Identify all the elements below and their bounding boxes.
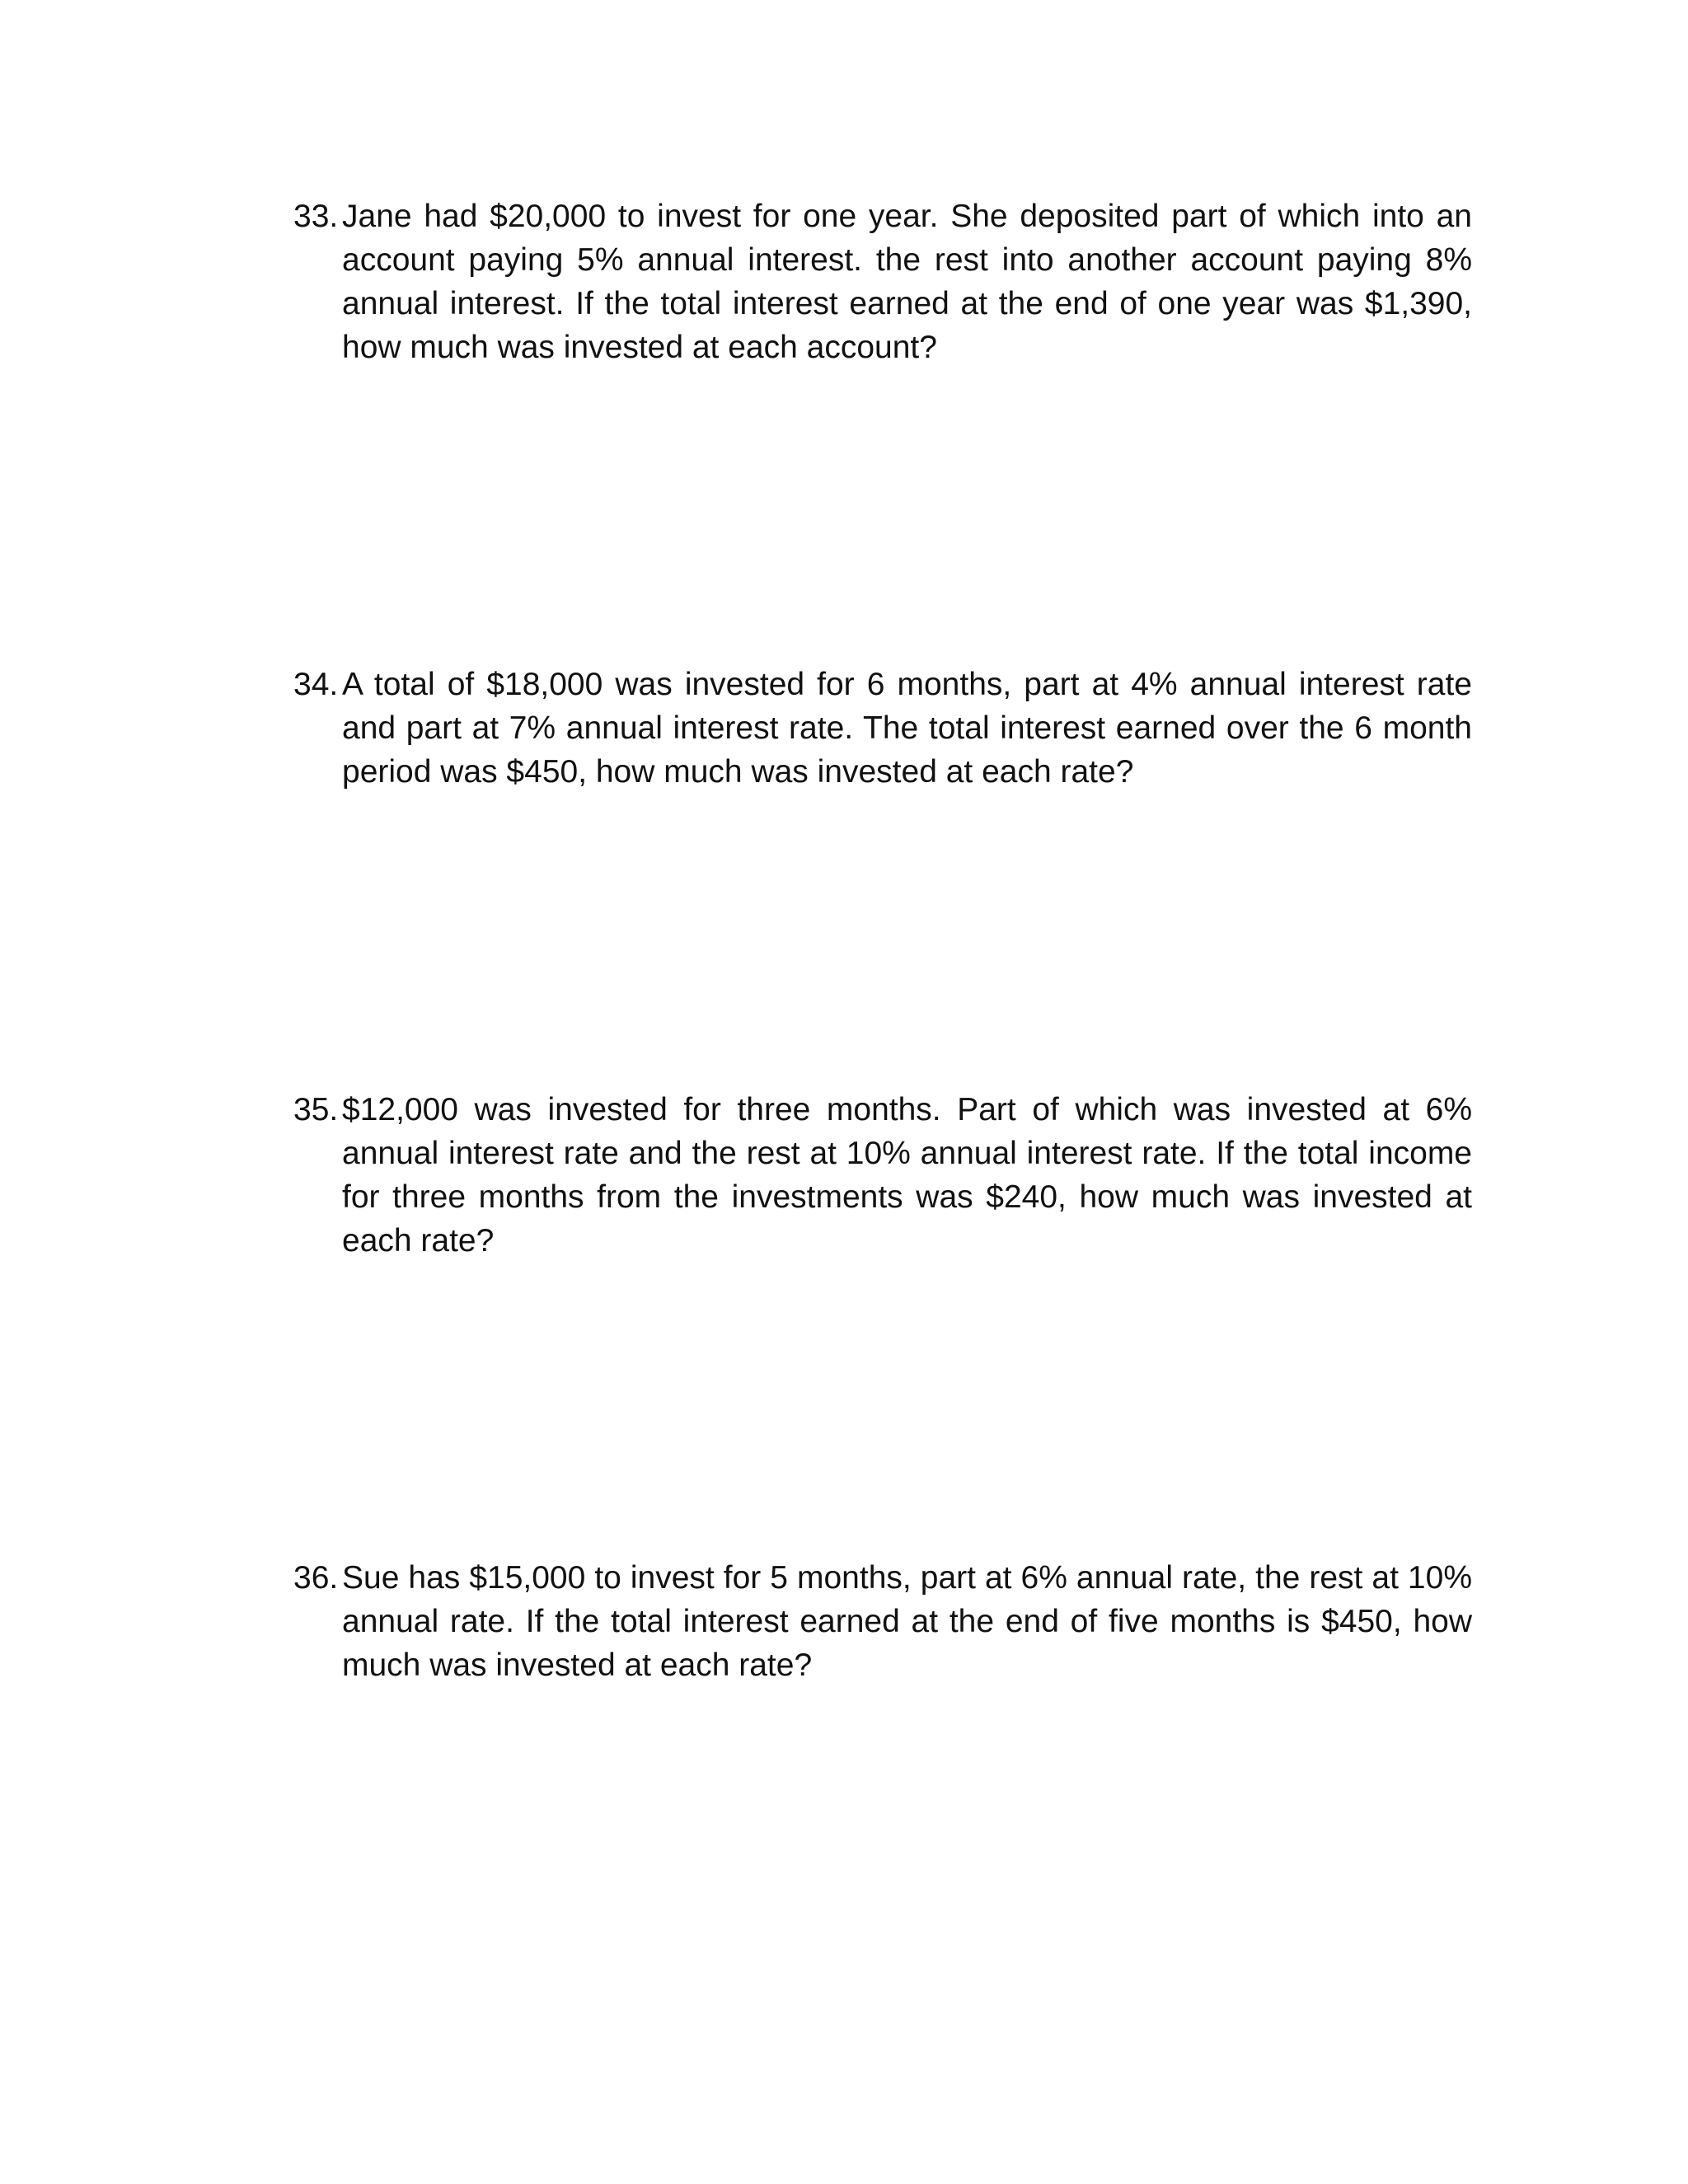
problem-number: 33. <box>293 199 339 234</box>
problem-text: A total of $18,000 was invested for 6 months, part at 4% annual interest rate and part at 7% annual interest rate. The total interest earned over the 6 month period was $450, how much was invested at each rate? <box>342 667 1472 790</box>
problem-number: 35. <box>293 1092 339 1127</box>
problem-text: $12,000 was invested for three months. Part of which was invested at 6% annual interest rate and the rest at 10% annual interest rate. If the total income for three months from the investments was $240, how much was invested at each rate? <box>342 1092 1472 1258</box>
problem-34 <box>293 663 1472 794</box>
problem-text: Jane had $20,000 to invest for one year. She deposited part of which into an account paying 5% annual interest. the rest into another account paying 8% annual interest. If the total interest earned at the end of one year was $1,390, how much was invested at each account? <box>342 199 1472 365</box>
problem-number: 36. <box>293 1560 339 1596</box>
problem-33 <box>293 194 1472 369</box>
problem-number: 34. <box>293 667 339 702</box>
problem-text: Sue has $15,000 to invest for 5 months, part at 6% annual rate, the rest at 10% annual rate. If the total interest earned at the end of five months is $450, how much was invested at each rate? <box>342 1560 1472 1683</box>
problem-36 <box>293 1556 1472 1687</box>
problem-35 <box>293 1088 1472 1263</box>
